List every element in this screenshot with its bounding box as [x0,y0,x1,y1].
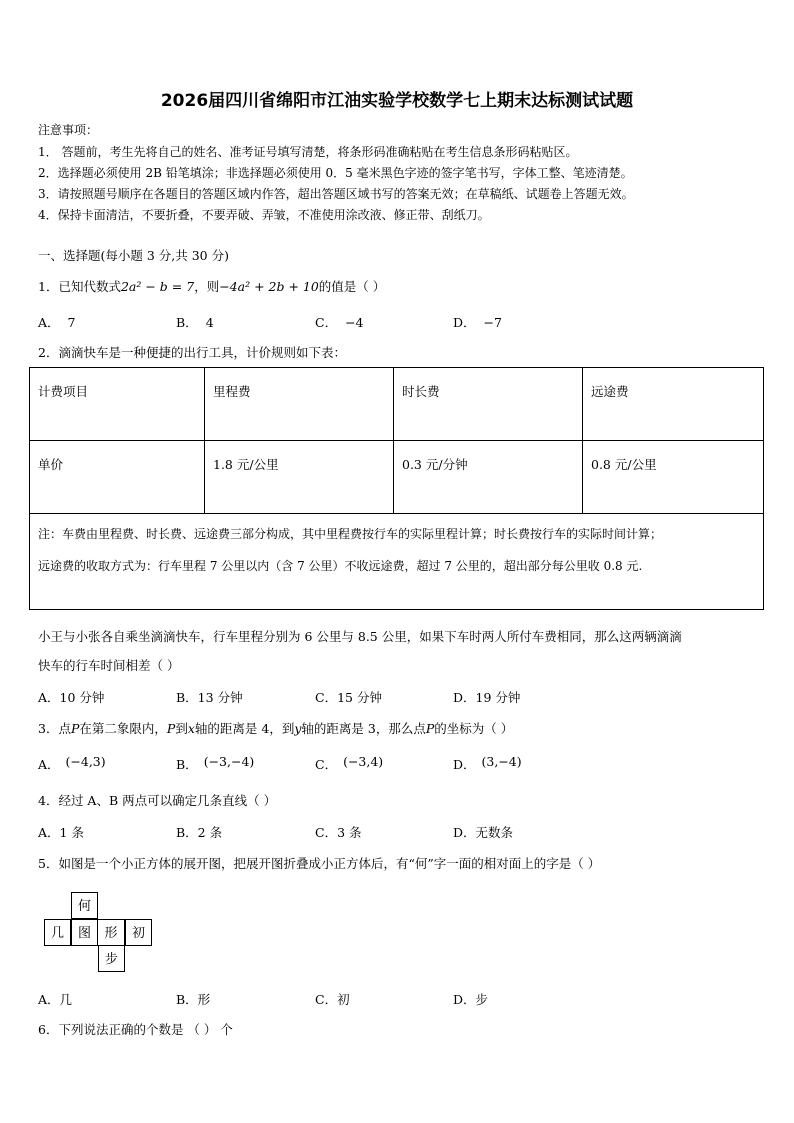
q5-option-c: C．初 [315,992,350,1007]
q1-option-c: C． −4 [315,315,364,330]
q4-option-a: A．1 条 [38,825,84,840]
q1-option-a: A． 7 [38,315,76,330]
q1-option-b: B． 4 [176,315,214,330]
fare-table-cell: 单价 [30,441,205,514]
section-heading: 一、选择题(每小题 3 分,共 30 分) [38,248,229,263]
q1-option-d: D． −7 [453,315,502,330]
q5-option-d: D．步 [453,992,489,1007]
q1-mid: ，则 [194,279,220,294]
fare-table-header-cell: 时长费 [394,368,583,441]
fare-table-header-cell: 里程费 [205,368,394,441]
cube-face-chu: 初 [125,919,152,946]
q4-option-b: B．2 条 [176,825,223,840]
cube-face-bu: 步 [98,945,125,972]
question-2-line-2: 快车的行车时间相差（ ） [38,658,180,673]
question-5: 5．如图是一个小正方体的展开图，把展开图折叠成小正方体后，有“何”字一面的相对面上的字是（ ） [38,856,601,871]
fare-table [29,367,764,610]
q3-option-a: A． (−4,3) [38,754,106,772]
question-3: 3．点P在第二象限内，P到x轴的距离是 4，到y轴的距离是 3，那么点P的坐标为（ ） [38,721,514,736]
fare-table-price-row [30,441,764,514]
cube-face-ji: 几 [44,919,71,946]
q2-option-a: A．10 分钟 [38,690,105,705]
fare-note-line-2: 远途费的收取方式为：行车里程 7 公里以内（含 7 公里）不收远途费，超过 7 公里的，超出部分每公里收 0.8 元. [38,559,643,573]
q3-option-d: D． (3,−4) [453,754,522,772]
fare-table-note-row [30,514,764,610]
q4-option-d: D．无数条 [453,825,514,840]
q4-option-c: C．3 条 [315,825,362,840]
fare-table-header-row [30,368,764,441]
fare-table-cell: 1.8 元/公里 [205,441,394,514]
q2-option-d: D．19 分钟 [453,690,521,705]
question-6: 6．下列说法正确的个数是 （ ） 个 [38,1022,233,1037]
q3-option-b: B． (−3,−4) [176,754,255,772]
fare-table-cell: 0.8 元/公里 [583,441,764,514]
notice-item-1: 1． 答题前，考生先将自己的姓名、准考证号填写清楚，将条形码准确粘贴在考生信息条形码粘贴区。 [38,145,578,159]
question-2-stem: 2．滴滴快车是一种便捷的出行工具，计价规则如下表： [38,345,346,360]
fare-table-header-cell: 计费项目 [30,368,205,441]
question-1 [38,277,385,295]
cube-face-tu: 图 [71,919,98,946]
fare-table-header-cell: 远途费 [583,368,764,441]
notice-item-2: 2．选择题必须使用 2B 铅笔填涂；非选择题必须使用 0．5 毫米黑色字迹的签字笔书写，字体工整、笔迹清楚。 [38,166,633,180]
q1-expression-target: −4a² + 2b + 10 [219,279,319,294]
cube-face-he: 何 [71,892,98,919]
notice-item-4: 4．保持卡面清洁，不要折叠，不要弄破、弄皱，不准使用涂改液、修正带、刮纸刀。 [38,208,490,222]
cube-face-xing: 形 [98,919,125,946]
fare-note-line-1: 注：车费由里程费、时长费、远途费三部分构成，其中里程费按行车的实际里程计算；时长费按行车的实际时间计算； [38,527,663,541]
fare-table-cell: 0.3 元/分钟 [394,441,583,514]
page-title: 2026届四川省绵阳市江油实验学校数学七上期末达标测试试题 [160,91,634,111]
q1-prefix: 1．已知代数式 [38,279,121,294]
q5-option-b: B．形 [176,992,211,1007]
q1-suffix: 的值是（ ） [318,279,386,294]
q3-option-c: C． (−3,4) [315,754,384,772]
fare-table-note [30,514,764,610]
q5-option-a: A．几 [38,992,73,1007]
question-4: 4．经过 A、B 两点可以确定几条直线（ ） [38,793,277,808]
notice-item-3: 3．请按照题号顺序在各题目的答题区域内作答，超出答题区域书写的答案无效；在草稿纸、试题卷上答题无效。 [38,187,634,201]
q1-expression-given: 2a² − b = 7 [120,279,195,294]
question-2-line-1: 小王与小张各自乘坐滴滴快车，行车里程分别为 6 公里与 8.5 公里，如果下车时两人所付车费相同，那么这两辆滴滴 [38,629,682,644]
q2-option-c: C．15 分钟 [315,690,382,705]
notice-heading: 注意事项： [38,123,99,137]
q2-option-b: B．13 分钟 [176,690,243,705]
